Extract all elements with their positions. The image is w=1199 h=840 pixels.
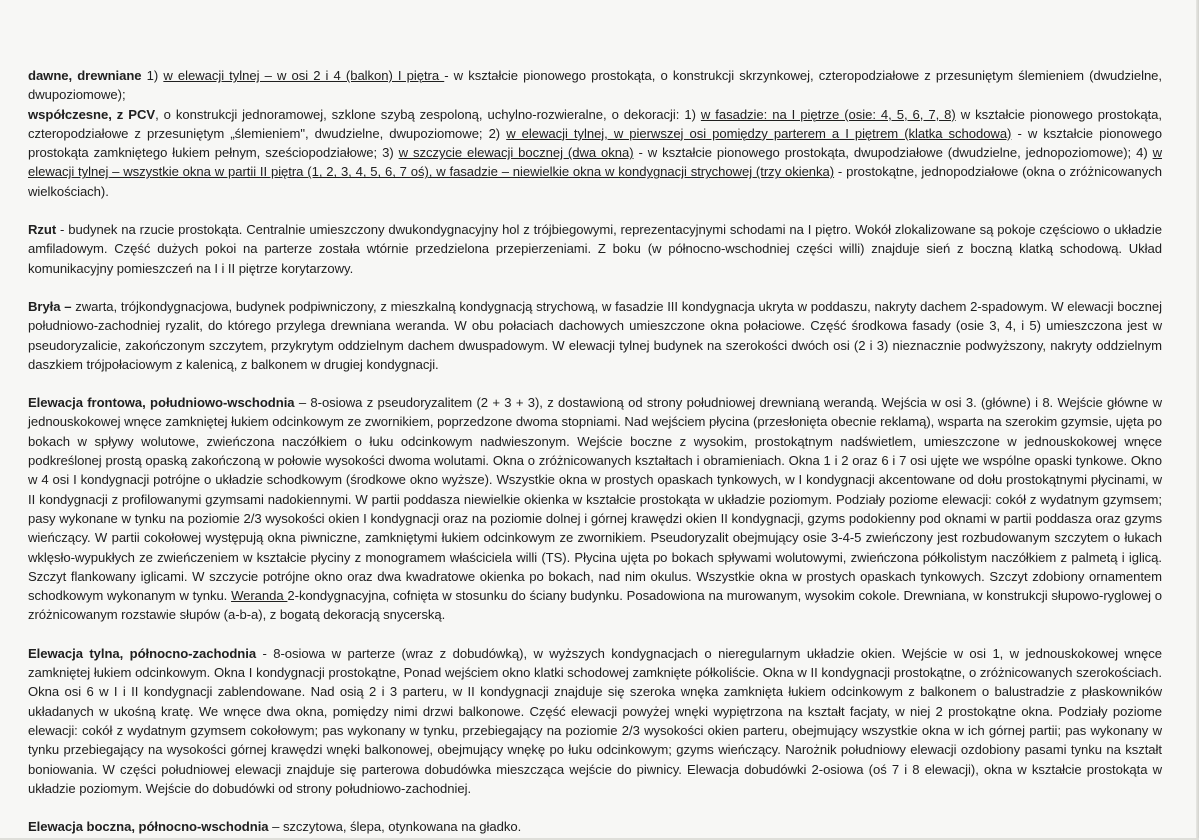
paragraph-gap bbox=[28, 201, 1162, 220]
underlined-weranda: Weranda bbox=[231, 588, 288, 604]
paragraph-side-elevation: Elewacja boczna, północno-wschodnia – szczytowa, ślepa, otynkowana na gładko. bbox=[28, 819, 522, 835]
underlined-location: w elewacji tylnej – w osi 2 i 4 (balkon) I piętra bbox=[163, 68, 445, 83]
paragraph-rzut: Rzut - budynek na rzucie prostokąta. Centralnie umieszczony dwukondygnacyjny hol z trójbiegowymi, reprezentacyjnymi schodami na I piętro. Wokół zlokalizowane są pokoje częściowo o układzie amfiladowym. Część dużych pokoi na parterze została wtórnie przedzielona przepierzeniami. Z boku (w północno-wschodniej części willi) znajduje sień z boczną klatką schodową. Układ komunikacyjny pomieszczeń na I i II piętrze korytarzowy. bbox=[28, 222, 1162, 276]
underlined-location: w elewacji tylnej, w pierwszej osi pomiędzy parterem a I piętrem (klatka schodowa) bbox=[506, 125, 1012, 141]
paragraph-gap bbox=[28, 625, 1162, 644]
paragraph-windows-new: współczesne, z PCV, o konstrukcji jednoramowej, szklone szybą zespoloną, uchylno-rozwieralne, o dekoracji: 1) w fasadzie: na I piętrze (osie: 4, 5, 6, 7, 8) w kształcie pionowego prostokąta, czteropodziałowe z przesuniętym „ślemieniem", dwudzielne, dwupoziomowe; 2) w elewacji tylnej, w pierwszej osi pomiędzy parterem a I piętrem (klatka schodowa) - w kształcie pionowego prostokąta zamkniętego łukiem pełnym, sześciopodziałowe; 3) w szczycie elewacji bocznej (dwa okna) - w kształcie pionowego prostokąta, dwupodziałowe (dwudzielne, jednopoziomowe); 4) w elewacji tylnej – wszystkie okna w partii II piętra (1, 2, 3, 4, 5, 6, 7 oś), w fasadzie – niewielkie okna w kondygnacji strychowej (trzy okienka) - prostokątne, jednopodziałowe (okna o zróżnicowanych wielkościach). bbox=[28, 106, 1163, 199]
heading-rear-elevation: Elewacja tylna, północno-zachodnia bbox=[28, 645, 257, 661]
document-body bbox=[28, 66, 1162, 836]
paragraph-gap bbox=[28, 798, 1162, 817]
heading-side-elevation: Elewacja boczna, północno-wschodnia bbox=[28, 819, 269, 835]
paragraph-bryla: Bryła – zwarta, trójkondygnacjowa, budynek podpiwniczony, z mieszkalną kondygnacją strychową, w fasadzie III kondygnacja ukryta w poddaszu, nakryty dachem 2-spadowym. W elewacji bocznej południowo-zachodniej ryzalit, do którego przylega drewniana weranda. W obu połaciach dachowych umieszczone okna połaciowe. Część środkowa fasady (osie 3, 4, i 5) umieszczona jest w pseudoryzalicie, zakończonym szczytem, przykrytym oddzielnym dachem dwuspadowym. W elewacji tylnej budynek na szerokości dwóch osi (2 i 3) nieznacznie podwyższony, nakryty oddzielnym daszkiem trójpołaciowym z kalenicą, z balkonem w drugiej kondygnacji. bbox=[28, 298, 1162, 372]
underlined-location: w elewacji tylnej – wszystkie okna w partii II piętra (1, 2, 3, 4, 5, 6, 7 oś), w fasadzie – niewielkie okna w kondygnacji strychowej (trzy okienka) bbox=[28, 145, 1163, 180]
heading-front-elevation: Elewacja frontowa, południowo-wschodnia bbox=[28, 395, 295, 411]
paragraph-gap bbox=[28, 374, 1162, 393]
paragraph-windows-old: dawne, drewniane 1) w elewacji tylnej – w osi 2 i 4 (balkon) I piętra - w kształcie pionowego prostokąta, o konstrukcji skrzynkowej, czteropodziałowe z przesuniętym ślemieniem (dwudzielne, dwupoziomowe); bbox=[28, 68, 1163, 103]
paragraph-gap bbox=[28, 278, 1162, 297]
paragraph-rear-elevation: Elewacja tylna, północno-zachodnia - 8-osiowa w parterze (wraz z dobudówką), w wyższych kondygnacjach o nieregularnym układzie okien. Wejście w osi 1, w jednouskokowej wnęce zamkniętej łukiem odcinkowym. Okna I kondygnacji prostokątne, Ponad wejściem okno klatki schodowej zamknięte półkoliście. Okna w II kondygnacji prostokątne, o zróżnicowanych szerokościach. Okna osi 6 w I i II kondygnacji zablendowane. Nad osią 2 i 3 parteru, w II kondygnacji znajduje się szeroka wnęka zamknięta łukiem odcinkowym z balkonem o balustradzie z płaskowników układanych w ukośną kratę. We wnęce dwa okna, pomiędzy nimi drzwi balkonowe. Część elewacji powyżej wnęki wypiętrzona na kształt facjaty, w niej 2 prostokątne okna. Podziały poziome elewacji: cokół z wydatnym gzymsem cokołowym; pas wykonany w tynku, przebiegający na poziomie 2/3 wysokości okien parteru, obejmujący wszystkie okna w ich górnej partii; pas wykonany w tynku przebiegający na wysokości górnej krawędzi wnęki balkonowej, obejmujący wnękę po łuku odcinkowym; gzyms wieńczący. Narożnik południowy elewacji ozdobiony pasami tynku na kształt boniowania. W części południowej elewacji znajduje się parterowa dobudówka mieszcząca wejście do piwnicy. Elewacja dobudówki 2-osiowa (oś 7 i 8 elewacji), okna w kształcie prostokąta w układzie poziomym. Wejście do dobudówki od strony południowo-zachodniej. bbox=[28, 645, 1162, 796]
underlined-location: w fasadzie: na I piętrze (osie: 4, 5, 6, 7, 8) bbox=[700, 106, 956, 122]
label-new-windows: współczesne, z PCV bbox=[28, 106, 156, 122]
heading-bryla: Bryła – bbox=[28, 298, 72, 314]
underlined-location: w szczycie elewacji bocznej (dwa okna) bbox=[398, 145, 634, 161]
label-old-windows: dawne, drewniane bbox=[28, 68, 142, 83]
paragraph-front-elevation: Elewacja frontowa, południowo-wschodnia – 8-osiowa z pseudoryzalitem (2 + 3 + 3), z dostawioną od strony południowej drewnianą werandą. Wejścia w osi 3. (główne) i 8. Wejście główne w jednouskokowej wnęce zamkniętej łukiem odcinkowym ze zwornikiem, poprzedzone dwoma stopniami. Nad wejściem płycina (przesłonięta obecnie reklamą), wsparta na szerokim gzymsie, ujęta po bokach w spływy wolutowe, zwieńczona naczółkiem o łuku odcinkowym nadwieszonym. Wejście boczne z wysokim, prostokątnym nadświetlem, umieszczone w jednouskokowej wnęce podkreślonej prostą opaską zakończoną w połowie wysokości dwoma wolutami. Okna o zróżnicowanych kształtach i obramieniach. Okna 1 i 2 oraz 6 i 7 osi ujęte we wspólne opaski tynkowe. Okno w 4 osi I kondygnacji potrójne o układzie schodkowym (środkowe okno wyższe). Wszystkie okna w prostych opaskach tynkowych, w I kondygnacji akcentowane od dołu prostokątnymi płycinami, w II kondygnacji z profilowanymi gzymsami nadokiennymi. W partii poddasza niewielkie okienka w kształcie prostokąta w układzie poziomym. Podziały poziome elewacji: cokół z wydatnym gzymsem; pasy wykonane w tynku na poziomie 2/3 wysokości okien I kondygnacji oraz na poziomie dolnej i górnej krawędzi okien II kondygnacji, gzyms podokienny pod oknami w partii poddasza oraz gzyms wieńczący. W partii cokołowej występują okna piwniczne, zamkniętymi łukiem odcinkowym ze zwornikiem. Pseudoryzalit obejmujący osie 3-4-5 zwieńczony jest rozbudowanym szczytem o łukach wklęsło-wypukłych ze zwieńczeniem w kształcie płyciny z monogramem właściciela willi (TS). Płycina ujęta po bokach spływami wolutowymi, zwieńczona półkolistym naczółkiem z palmetą i iglicą. Szczyt flankowany iglicami. W szczycie potrójne okno oraz dwa kwadratowe okienka po bokach, nad nim okulus. Wszystkie okna w prostych opaskach tynkowych. Szczyt zdobiony ornamentem schodkowym wykonanym w tynku. Weranda 2-kondygnacyjna, cofnięta w stosunku do ściany budynku. Posadowiona na murowanym, wysokim cokole. Drewniana, w konstrukcji słupowo-ryglowej o zróżnicowanym rozstawie słupów (a-b-a), z bogatą dekoracją snycerską. bbox=[28, 395, 1162, 623]
heading-rzut: Rzut bbox=[28, 222, 57, 238]
